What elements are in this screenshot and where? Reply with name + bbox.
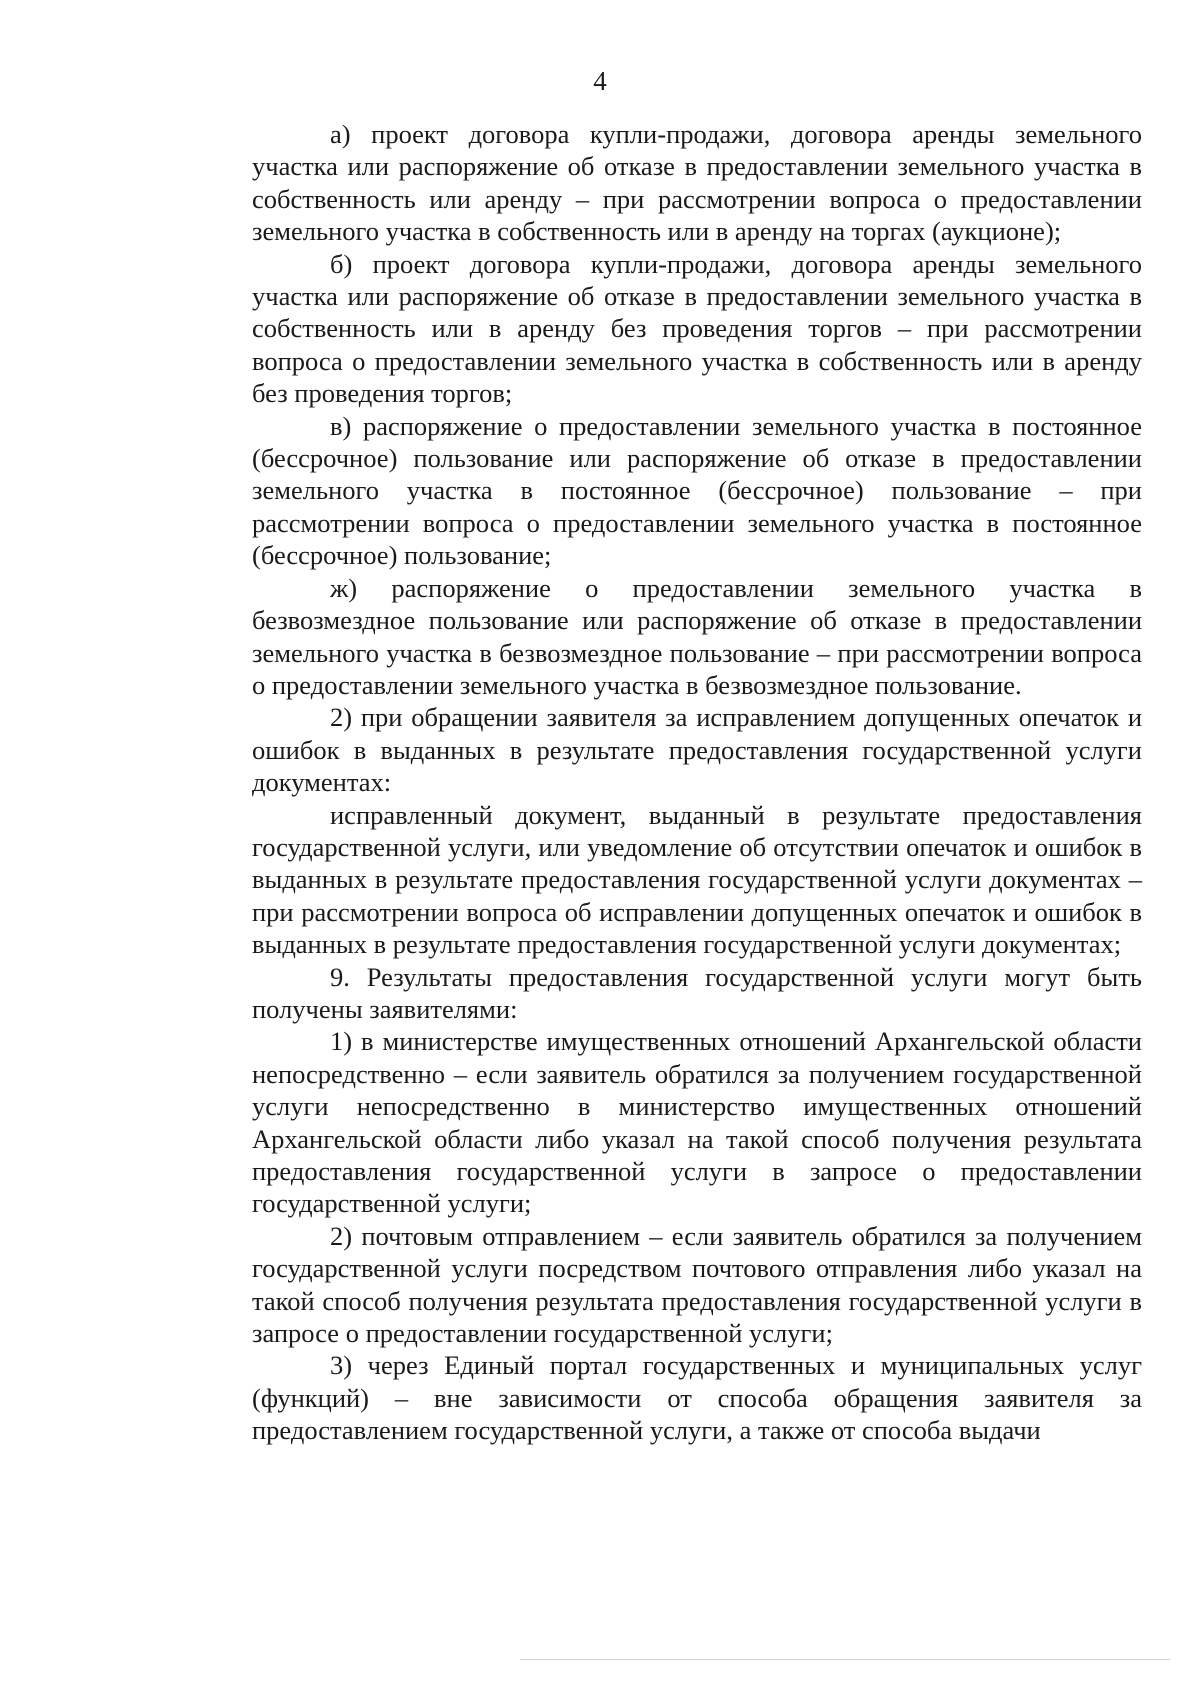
paragraph-zh: ж) распоряжение о предоставлении земельного участка в безвозмездное пользование или распоряжение об отказе в предоставлении земельного участка в безвозмездное пользование – при рассмотрении вопроса о предоставлении земельного участка в безвозмездное пользование. — [252, 572, 1142, 700]
paragraph-section-9: 9. Результаты предоставления государственной услуги могут быть получены заявителями: — [252, 961, 1142, 1024]
paragraph-a: а) проект договора купли-продажи, договора аренды земельного участка или распоряжение об отказе в предоставлении земельного участка в собственность или аренду – при рассмотрении вопроса о предоставлении земельного участка в собственность или в аренду на торгах (аукционе); — [252, 119, 1142, 247]
paragraph-b: б) проект договора купли-продажи, договора аренды земельного участка или распоряжение об отказе в предоставлении земельного участка в собственность или в аренду без проведения торгов – при рассмотрении вопроса о предоставлении земельного участка в собственность или в аренду без проведения торгов; — [252, 248, 1142, 409]
paragraph-9-item-1: 1) в министерстве имущественных отношений Архангельской области непосредственно – если заявитель обратился за получением государственной услуги непосредственно в министерство имущественных отношений Архангельской области либо указал на такой способ получения результата предоставления государственной услуги в запросе о предоставлении государственной услуги; — [252, 1026, 1142, 1219]
page-number: 4 — [593, 66, 607, 96]
paragraph-item-2: 2) при обращении заявителя за исправлением допущенных опечаток и ошибок в выданных в результате предоставления государственной услуги документах: — [252, 702, 1142, 798]
paragraph-v: в) распоряжение о предоставлении земельного участка в постоянное (бессрочное) пользование или распоряжение об отказе в предоставлении земельного участка в постоянное (бессрочное) пользование – при рассмотрении вопроса о предоставлении земельного участка в постоянное (бессрочное) пользование; — [252, 410, 1142, 571]
paragraph-corrected-document: исправленный документ, выданный в результате предоставления государственной услуги, или уведомление об отсутствии опечаток и ошибок в выданных в результате предоставления государственной услуги документах – при рассмотрении вопроса об исправлении допущенных опечаток и ошибок в выданных в результате предоставления государственной услуги документах; — [252, 799, 1142, 960]
document-body — [252, 118, 1142, 1447]
paragraph-9-item-2: 2) почтовым отправлением – если заявитель обратился за получением государственной услуги посредством почтового отправления либо указал на такой способ получения результата предоставления государственной услуги в запросе о предоставлении государственной услуги; — [252, 1220, 1142, 1349]
paragraph-9-item-3: 3) через Единый портал государственных и муниципальных услуг (функций) – вне зависимости от способа обращения заявителя за предоставлением государственной услуги, а также от способа выдачи — [252, 1350, 1142, 1446]
scan-edge-line — [520, 1659, 1170, 1660]
